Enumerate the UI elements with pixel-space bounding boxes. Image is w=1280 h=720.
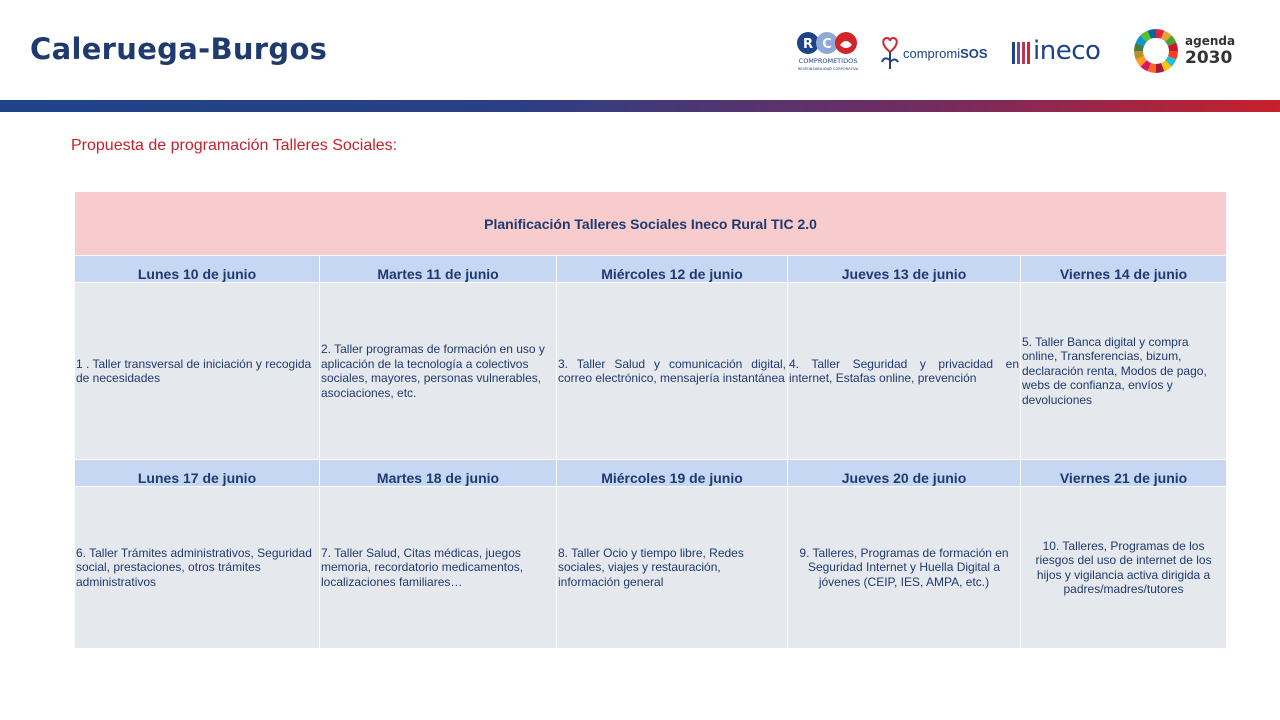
agenda-text: agenda: [1185, 34, 1236, 48]
day-header: Lunes 17 de junio: [75, 460, 320, 487]
heart-icon: [879, 36, 901, 72]
day-header: Martes 18 de junio: [320, 460, 557, 487]
compromisos-text-3: SOS: [960, 46, 988, 61]
ineco-bars-icon: [1012, 42, 1034, 66]
rc-letter-r: R: [802, 37, 814, 52]
agenda-2030-logo: [1133, 28, 1236, 78]
ineco-logo: [1012, 38, 1116, 70]
workshop-cell: 1 . Taller transversal de iniciación y recogida de necesidades: [75, 283, 320, 460]
ineco-text: ineco: [1033, 36, 1101, 66]
day-header: Lunes 10 de junio: [75, 256, 320, 283]
sdg-wheel-icon: [1133, 28, 1179, 74]
workshop-cell: 9. Talleres, Programas de formación en Seguridad Internet y Huella Digital a jóvenes (CEIP, IES, AMPA, etc.): [788, 487, 1021, 649]
compromisos-text-2: i: [957, 46, 961, 61]
subtitle: Propuesta de programación Talleres Sociales:: [71, 137, 398, 154]
week2-day-row: [75, 460, 1227, 487]
day-header: Miércoles 19 de junio: [557, 460, 788, 487]
rc-caption-2: RESPONSABILIDAD CORPORATIVA: [797, 67, 859, 71]
workshop-schedule-table: [74, 191, 1227, 649]
rc-caption-1: COMPROMETIDOS: [798, 57, 858, 65]
workshop-cell: 4. Taller Seguridad y privacidad en internet, Estafas online, prevención: [788, 283, 1021, 460]
week1-day-row: [75, 256, 1227, 283]
week1-workshop-row: [75, 283, 1227, 460]
workshop-cell: 8. Taller Ocio y tiempo libre, Redes sociales, viajes y restauración, información general: [557, 487, 788, 649]
rc-logo: [795, 26, 861, 74]
day-header: Jueves 13 de junio: [788, 256, 1021, 283]
day-header: Miércoles 12 de junio: [557, 256, 788, 283]
workshop-cell: 7. Taller Salud, Citas médicas, juegos memoria, recordatorio medicamentos, localizaciones familiares…: [320, 487, 557, 649]
workshop-cell: 10. Talleres, Programas de los riesgos del uso de internet de los hijos y vigilancia activa dirigida a padres/madres/tutores: [1021, 487, 1227, 649]
workshop-cell: 2. Taller programas de formación en uso y aplicación de la tecnología a colectivos sociales, mayores, personas vulnerables, asociaciones, etc.: [320, 283, 557, 460]
workshop-cell: 3. Taller Salud y comunicación digital, correo electrónico, mensajería instantánea: [557, 283, 788, 460]
agenda-year: 2030: [1185, 48, 1233, 68]
compromisos-logo: [879, 36, 999, 72]
day-header: Viernes 14 de junio: [1021, 256, 1227, 283]
page-title: Caleruega-Burgos: [30, 32, 328, 66]
rc-letter-c: C: [822, 37, 832, 52]
compromisos-text-1: comprom: [903, 46, 958, 61]
table-title: Planificación Talleres Sociales Ineco Rural TIC 2.0: [75, 192, 1227, 256]
workshop-cell: 6. Taller Trámites administrativos, Seguridad social, prestaciones, otros trámites administrativos: [75, 487, 320, 649]
day-header: Martes 11 de junio: [320, 256, 557, 283]
workshop-cell: 5. Taller Banca digital y compra online, Transferencias, bizum, declaración renta, Modos de pago, webs de confianza, envíos y devoluciones: [1021, 283, 1227, 460]
header-color-band: [0, 100, 1280, 112]
week2-workshop-row: [75, 487, 1227, 649]
day-header: Viernes 21 de junio: [1021, 460, 1227, 487]
day-header: Jueves 20 de junio: [788, 460, 1021, 487]
